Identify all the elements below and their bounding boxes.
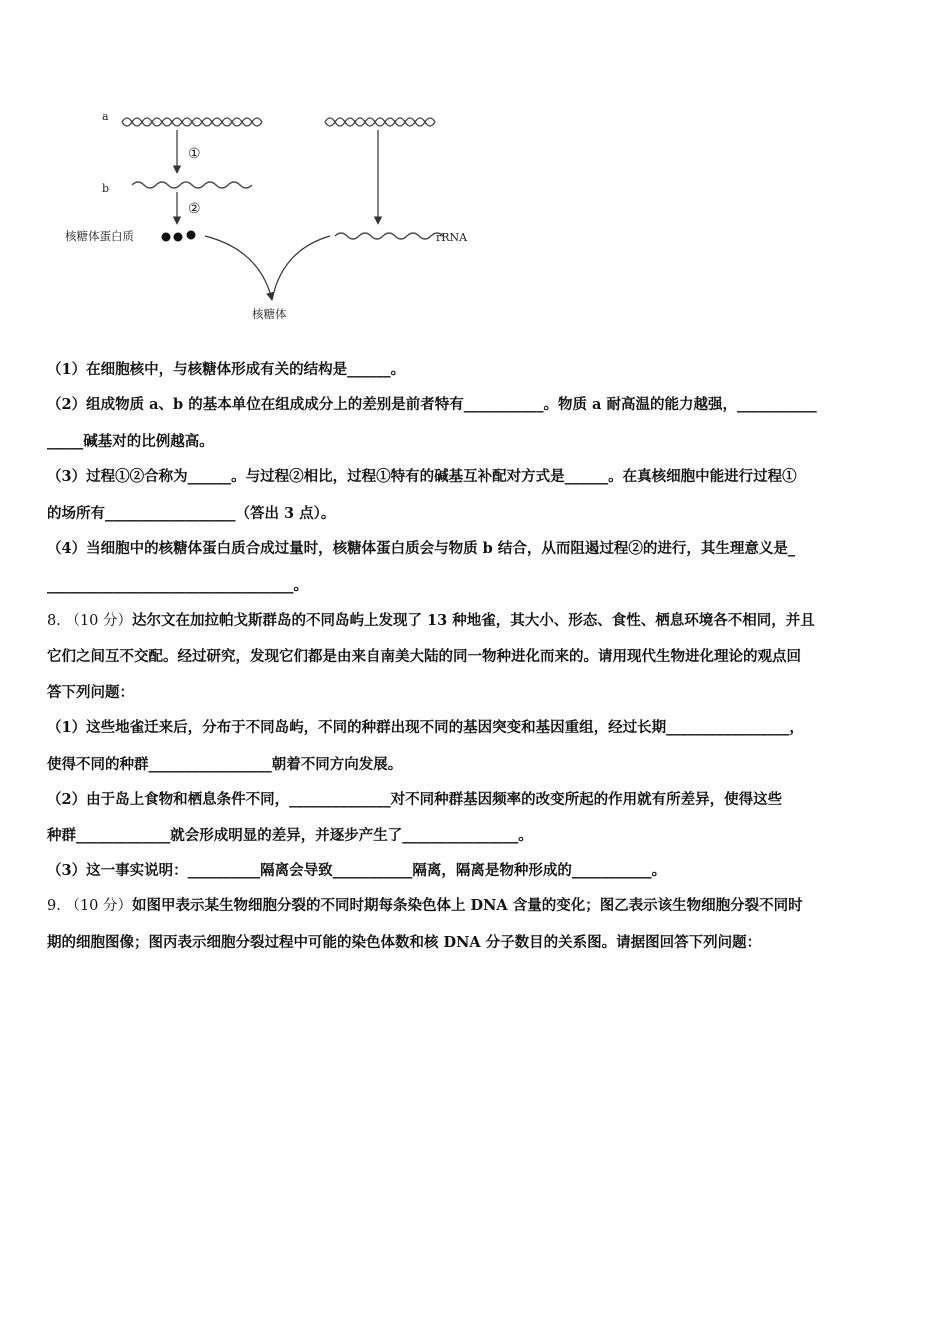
q7-sub4-line1: （4）当细胞中的核糖体蛋白质合成过量时，核糖体蛋白质会与物质 b 结合，从而阻遏过程②的进行，其生理意义是_ [47,540,796,557]
dna-helix-left [122,118,262,126]
q8-stem-line1 [47,611,906,631]
q9-stem-line1 [47,896,906,916]
q8-sub3: （3）这一事实说明：__________隔离会导致___________隔离，隔离是物种形成的___________。 [47,862,667,879]
label-b: b [102,182,110,195]
rrna-label: rRNA [436,231,468,244]
q9-number: 9. [47,898,61,914]
step2-label: ② [188,201,201,217]
q8-stem-line2: 它们之间互不交配。经过研究，发现它们都是由来自南美大陆的同一物种进化而来的。请用现代生物进化理论的观点回 [47,648,801,665]
q8-sub1-line2: 使得不同的种群_________________朝着不同方向发展。 [47,756,403,773]
protein-dot [187,231,196,240]
q7-sub3-line2: 的场所有__________________（答出 3 点）。 [47,505,336,522]
q9-score: （10 分） [65,898,133,914]
label-a: a [102,110,109,123]
rrna-strand [335,233,443,239]
q9-stem-line2: 期的细胞图像；图丙表示细胞分裂过程中可能的染色体数和核 DNA 分子数目的关系图。请据图回答下列问题： [47,934,762,951]
q7-sub3-line1: （3）过程①②合称为______。与过程②相比，过程①特有的碱基互补配对方式是______。在真核细胞中能进行过程① [47,468,797,485]
q8-stem-line3: 答下列问题： [47,684,134,701]
q8-score: （10 分） [65,613,133,629]
q8-number: 8. [47,613,61,629]
step1-label: ① [188,146,201,162]
converge-curve-right [272,236,330,300]
q8-sub2-line2: 种群_____________就会形成明显的差异，并逐步产生了________________。 [47,827,533,844]
q7-sub2-line2: _____碱基对的比例越高。 [47,433,214,450]
ribosome-formation-diagram [60,100,500,330]
q8-stem-text: 达尔文在加拉帕戈斯群岛的不同岛屿上发现了 13 种地雀，其大小、形态、食性、栖息环境各不相同，并且 [132,612,815,629]
mrna-strand-b [132,182,252,188]
ribosomal-protein-label: 核糖体蛋白质 [65,229,134,243]
q9-stem-text: 如图甲表示某生物细胞分裂的不同时期每条染色体上 DNA 含量的变化；图乙表示该生物细胞分裂不同时 [132,897,803,914]
converge-curve-left [205,236,272,300]
protein-dot [174,233,183,242]
dna-helix-right [325,118,435,126]
q8-sub1-line1: （1）这些地雀迁来后，分布于不同岛屿，不同的种群出现不同的基因突变和基因重组，经过长期_________________， [47,719,804,736]
q7-sub4-line2: __________________________________。 [47,577,308,594]
q8-sub2-line1: （2）由于岛上食物和栖息条件不同，______________对不同种群基因频率的改变所起的作用就有所差异，使得这些 [47,791,783,808]
q7-sub1: （1）在细胞核中，与核糖体形成有关的结构是______。 [47,361,406,378]
q7-sub2-line1: （2）组成物质 a、b 的基本单位在组成成分上的差别是前者特有___________。物质 a 耐高温的能力越强，___________ [47,396,817,413]
protein-dot [162,233,171,242]
ribosome-label: 核糖体 [252,307,287,321]
